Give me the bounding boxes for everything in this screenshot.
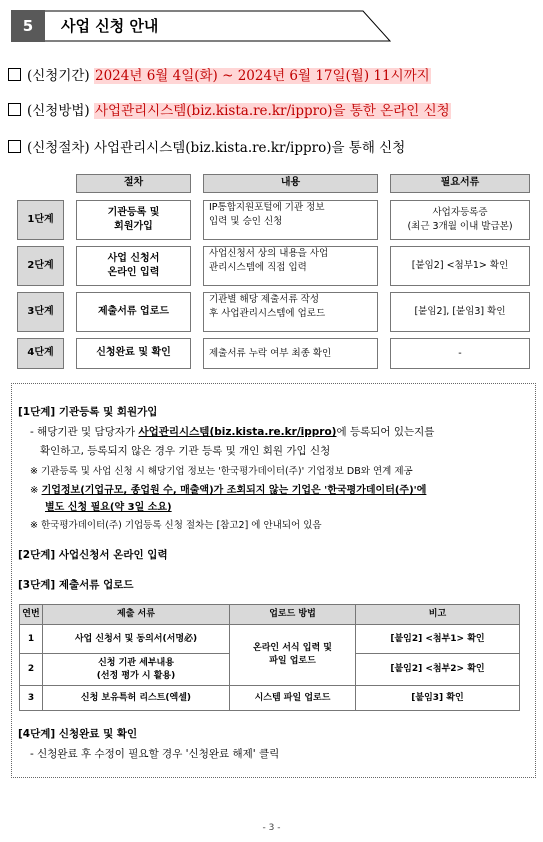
step-docs: [붙임2] <첨부1> 확인 (390, 246, 530, 286)
step-content: IP통합지원포털에 기관 정보 입력 및 승인 신청 (203, 200, 378, 240)
checkbox-square-icon (8, 68, 21, 81)
note-2: ※ 기업정보(기업규모, 종업원 수, 매출액)가 조회되지 않는 기업은 '한국평가데이터(주)'에 (30, 485, 427, 496)
step-docs: 사업자등록증 (최근 3개월 이내 발급본) (390, 200, 530, 240)
application-method (8, 99, 451, 119)
checkbox-square-icon (8, 140, 21, 153)
row-doc: 신청 기관 세부내용 (선정 평가 시 활용) (42, 653, 230, 686)
procedure-value: 사업관리시스템(biz.kista.re.kr/ippro)을 통해 신청 (94, 140, 406, 156)
period-value: 2024년 6월 4일(화) ~ 2024년 6월 17일(월) 11시까지 (95, 68, 430, 84)
row-no: 2 (19, 653, 43, 686)
step-docs: [붙임2], [붙임3] 확인 (390, 292, 530, 332)
stage-label: 4단계 (17, 338, 64, 369)
period-label: (신청기간) (27, 68, 90, 84)
procedure-label: (신청절차) (27, 140, 90, 156)
method-label: (신청방법) (27, 103, 90, 119)
row-method-merged: 온라인 서식 입력 및 파일 업로드 (229, 624, 356, 686)
header-content: 내용 (203, 174, 378, 193)
stage-label: 2단계 (17, 246, 64, 286)
note-2-cont: 별도 신청 필요(약 3일 소요) (45, 502, 172, 513)
row-note: [붙임2] <첨부2> 확인 (355, 653, 520, 686)
step-name: 사업 신청서 온라인 입력 (76, 246, 191, 286)
header-no: 연번 (19, 604, 43, 625)
application-procedure (8, 136, 405, 156)
step-content: 제출서류 누락 여부 최종 확인 (203, 338, 378, 369)
note-1: ※ 기관등록 및 사업 신청 시 해당기업 정보는 '한국평가데이터(주)' 기업정보 DB와 연계 제공 (30, 466, 413, 477)
step-name: 신청완료 및 확인 (76, 338, 191, 369)
row-no: 3 (19, 685, 43, 711)
section-header (11, 10, 391, 42)
step-docs: - (390, 338, 530, 369)
step1-line1: - 해당기관 및 담당자가 사업관리시스템(biz.kista.re.kr/ippro)에 등록되어 있는지를 (30, 426, 435, 438)
header-note: 비고 (355, 604, 520, 625)
method-value: 사업관리시스템(biz.kista.re.kr/ippro)을 통한 온라인 신청 (95, 103, 450, 119)
header-docs: 필요서류 (390, 174, 530, 193)
step-name: 기관등록 및 회원가입 (76, 200, 191, 240)
header-step: 절차 (76, 174, 191, 193)
section-title: 사업 신청 안내 (61, 17, 159, 35)
row-doc: 사업 신청서 및 동의서(서명必) (42, 624, 230, 654)
row-no: 1 (19, 624, 43, 654)
section-number: 5 (11, 10, 45, 42)
stage-label: 1단계 (17, 200, 64, 240)
step-name: 제출서류 업로드 (76, 292, 191, 332)
step1-title: [1단계] 기관등록 및 회원가입 (18, 406, 158, 418)
step-content: 기관별 해당 제출서류 작성 후 사업관리시스템에 업로드 (203, 292, 378, 332)
stage-label: 3단계 (17, 292, 64, 332)
row-note: [붙임2] <첨부1> 확인 (355, 624, 520, 654)
row-doc: 신청 보유특허 리스트(엑셀) (42, 685, 230, 711)
step2-title: [2단계] 사업신청서 온라인 입력 (18, 549, 168, 561)
page-number: - 3 - (262, 823, 281, 833)
header-method: 업로드 방법 (229, 604, 356, 625)
row-note: [붙임3] 확인 (355, 685, 520, 711)
step-content: 사업신청서 상의 내용을 사업 관리시스템에 직접 입력 (203, 246, 378, 286)
step4-line: - 신청완료 후 수정이 필요할 경우 '신청완료 해제' 클릭 (30, 748, 280, 760)
step3-title: [3단계] 제출서류 업로드 (18, 579, 134, 591)
checkbox-square-icon (8, 103, 21, 116)
step4-title: [4단계] 신청완료 및 확인 (18, 728, 138, 740)
row-method: 시스템 파일 업로드 (229, 685, 356, 711)
header-doc: 제출 서류 (42, 604, 230, 625)
application-period (8, 64, 431, 84)
note-3: ※ 한국평가데이터(주) 기업등록 신청 절차는 [참고2] 에 안내되어 있음 (30, 520, 322, 531)
step1-line2: 확인하고, 등록되지 않은 경우 기관 등록 및 개인 회원 가입 신청 (40, 445, 331, 457)
